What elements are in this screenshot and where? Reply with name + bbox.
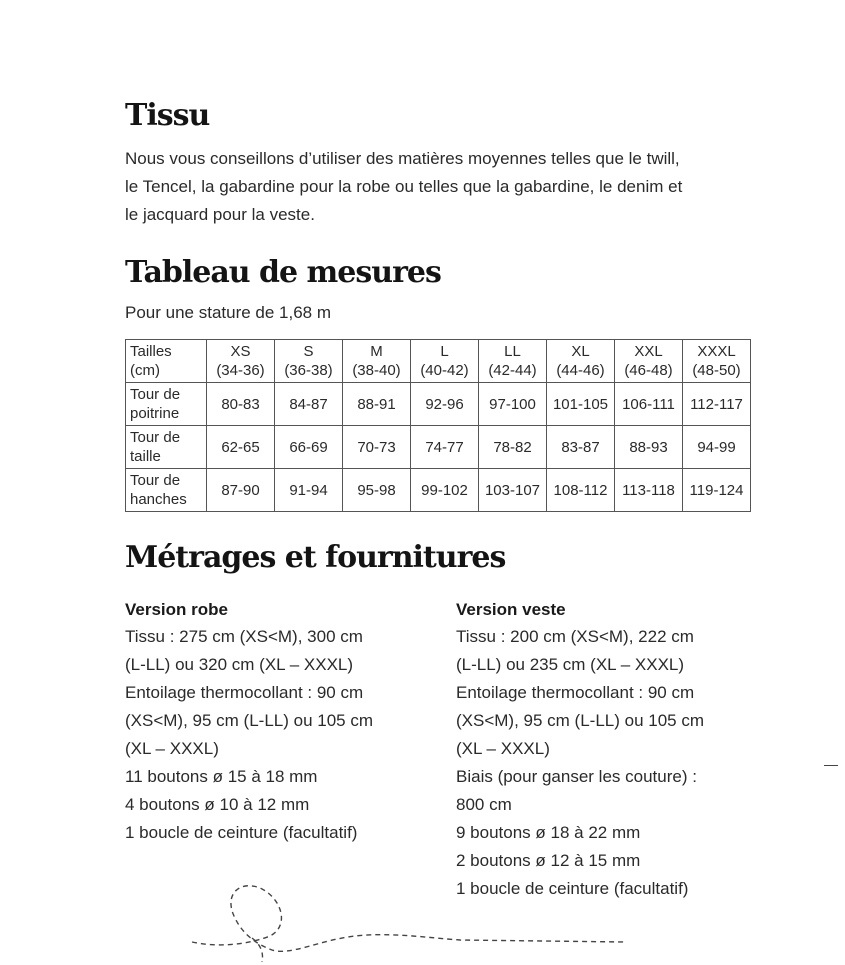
list-item: (XS<M), 95 cm (L-LL) ou 105 cm — [456, 711, 705, 730]
table-cell: 80-83 — [207, 383, 275, 426]
tissu-line: Nous vous conseillons d’utiliser des matières moyennes telles que le twill, — [125, 149, 680, 168]
table-cell: 84-87 — [275, 383, 343, 426]
table-cell: 95-98 — [343, 469, 411, 512]
list-item: Entoilage thermocollant : 90 cm — [125, 683, 364, 702]
list-item: Entoilage thermocollant : 90 cm — [456, 683, 695, 702]
table-cell: 88-93 — [615, 426, 683, 469]
table-cell: 101-105 — [547, 383, 615, 426]
table-row — [126, 426, 751, 469]
list-item: 4 boutons ø 10 à 12 mm — [125, 795, 310, 814]
table-row — [126, 469, 751, 512]
table-cell: 113-118 — [615, 469, 683, 512]
table-cell: 74-77 — [411, 426, 479, 469]
table-cell: 66-69 — [275, 426, 343, 469]
list-item: 1 boucle de ceinture (facultatif) — [456, 879, 689, 898]
size-header-cell: XXL (46-48) — [615, 340, 683, 383]
table-cell: 88-91 — [343, 383, 411, 426]
size-header-cell: L (40-42) — [411, 340, 479, 383]
size-header-cell: S (36-38) — [275, 340, 343, 383]
table-cell: 94-99 — [683, 426, 751, 469]
table-cell: 62-65 — [207, 426, 275, 469]
tissu-paragraph — [125, 145, 765, 229]
table-cell: 119-124 — [683, 469, 751, 512]
size-header-cell: LL (42-44) — [479, 340, 547, 383]
list-item: (XL – XXXL) — [456, 739, 550, 758]
table-cell: 112-117 — [683, 383, 751, 426]
section-title-tissu: Tissu — [125, 98, 210, 133]
list-item: 9 boutons ø 18 à 22 mm — [456, 823, 641, 842]
list-item: (XS<M), 95 cm (L-LL) ou 105 cm — [125, 711, 374, 730]
margin-dash — [824, 765, 838, 766]
size-header-cell: M (38-40) — [343, 340, 411, 383]
list-item: (L-LL) ou 320 cm (XL – XXXL) — [125, 655, 354, 674]
list-item: (XL – XXXL) — [125, 739, 219, 758]
table-cell: 108-112 — [547, 469, 615, 512]
version-robe-title: Version robe — [125, 600, 228, 619]
size-header-cell: XL (44-46) — [547, 340, 615, 383]
table-header-row — [126, 340, 751, 383]
list-item: 800 cm — [456, 795, 512, 814]
tissu-line: le Tencel, la gabardine pour la robe ou telles que la gabardine, le denim et — [125, 177, 683, 196]
list-item: 11 boutons ø 15 à 18 mm — [125, 767, 318, 786]
size-header-cell: XXXL (48-50) — [683, 340, 751, 383]
row-label: Tour de poitrine — [126, 383, 207, 426]
table-cell: 103-107 — [479, 469, 547, 512]
table-cell: 78-82 — [479, 426, 547, 469]
table-cell: 83-87 — [547, 426, 615, 469]
table-cell: 99-102 — [411, 469, 479, 512]
list-item: Tissu : 200 cm (XS<M), 222 cm — [456, 627, 694, 646]
row-label: Tour de taille — [126, 426, 207, 469]
table-cell: 92-96 — [411, 383, 479, 426]
table-row — [126, 383, 751, 426]
list-item: Biais (pour ganser les couture) : — [456, 767, 697, 786]
dashed-thread-icon — [190, 878, 630, 963]
tissu-line: le jacquard pour la veste. — [125, 205, 315, 224]
list-item: (L-LL) ou 235 cm (XL – XXXL) — [456, 655, 685, 674]
table-header-label: Tailles (cm) — [126, 340, 207, 383]
table-cell: 87-90 — [207, 469, 275, 512]
table-cell: 70-73 — [343, 426, 411, 469]
row-label: Tour de hanches — [126, 469, 207, 512]
table-cell: 91-94 — [275, 469, 343, 512]
list-item: Tissu : 275 cm (XS<M), 300 cm — [125, 627, 363, 646]
tableau-subtitle: Pour une stature de 1,68 m — [125, 303, 332, 322]
version-robe-column — [125, 597, 445, 847]
list-item: 1 boucle de ceinture (facultatif) — [125, 823, 358, 842]
section-title-metrages: Métrages et fournitures — [125, 540, 506, 575]
size-table — [125, 339, 751, 512]
section-title-tableau: Tableau de mesures — [125, 255, 441, 290]
list-item: 2 boutons ø 12 à 15 mm — [456, 851, 641, 870]
table-cell: 106-111 — [615, 383, 683, 426]
table-cell: 97-100 — [479, 383, 547, 426]
size-header-cell: XS (34-36) — [207, 340, 275, 383]
version-veste-title: Version veste — [456, 600, 566, 619]
version-veste-column — [456, 597, 776, 903]
